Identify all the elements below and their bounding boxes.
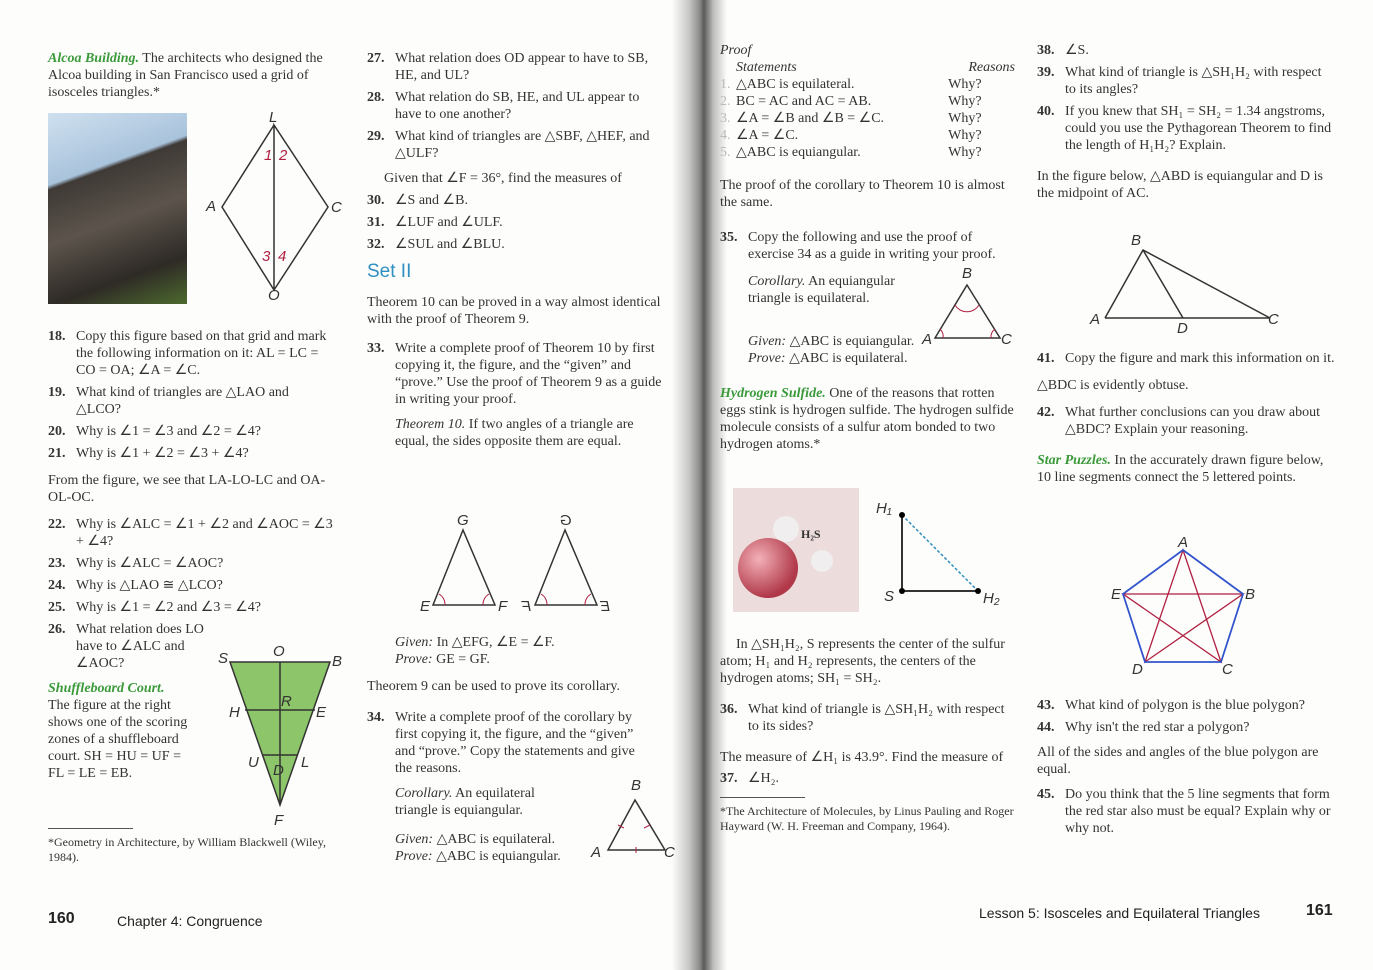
tri-f: F (498, 598, 508, 615)
star-pentagon-figure (1115, 540, 1255, 670)
q-text: What further conclusions can you draw about △BDC? Explain your reasoning. (1065, 405, 1321, 437)
shuffleboard-intro (48, 680, 188, 782)
star-puzzles-intro (1037, 452, 1335, 486)
chapter-title: Chapter 4: Congruence (117, 913, 263, 929)
question-30 (367, 192, 662, 209)
shuffleboard-text: The figure at the right shows one of the scoring zones of a shuffleboard court. SH = HU = UF = FL = LE = EB. (48, 698, 188, 781)
row-num: 4. (720, 128, 731, 143)
reason: Why? (948, 77, 982, 92)
prove-label: Prove: (748, 351, 786, 366)
prove-1 (367, 651, 667, 668)
corollary-2 (748, 273, 918, 307)
angle-2: 2 (279, 147, 288, 164)
shuffleboard-figure (220, 650, 343, 820)
tri-g: G (457, 512, 469, 529)
q-text: Why is △LAO ≅ △LCO? (76, 578, 223, 593)
star-text: In the accurately drawn figure below, 10 line segments connect the 5 lettered points. (1037, 453, 1324, 485)
abd-figure (1095, 240, 1285, 330)
proof-row (720, 144, 1015, 161)
proof-row (720, 110, 1015, 127)
q-text: ∠H₂. (748, 771, 780, 786)
footnote-text: *Geometry in Architecture, by William Blackwell (Wiley, 1984). (48, 835, 326, 864)
question-19 (48, 384, 333, 418)
row-num: 1. (720, 77, 731, 92)
q-num: 30. (367, 193, 385, 208)
q-num: 40. (1037, 104, 1055, 119)
q-text: What kind of triangle is △SH₁H₂ with respect to its angles? (1065, 65, 1322, 97)
q-num: 29. (367, 129, 385, 144)
question-34 (367, 709, 645, 777)
tri-e-mirror: E (600, 598, 611, 615)
footnote-right (720, 797, 1015, 834)
question-24 (48, 577, 333, 594)
kite-label-a: A (206, 198, 217, 215)
footnote-rule (720, 797, 805, 798)
question-40 (1037, 103, 1335, 154)
statement: ∠A = ∠B and ∠B = ∠C. (736, 111, 885, 126)
almost-same-text: The proof of the corollary to Theorem 10 is almost the same. (720, 178, 1005, 210)
alcoa-intro (48, 50, 333, 101)
h2s-text: One of the reasons that rotten eggs stink is hydrogen sulfide. The hydrogen sulfide molecule consists of a sulfur atom bonded to two hydrogen atoms.* (720, 386, 1014, 452)
tri-e: E (420, 598, 431, 615)
h2s-triangle-figure (890, 505, 990, 605)
q-text: What kind of polygon is the blue polygon? (1065, 698, 1305, 713)
q-num: 34. (367, 710, 385, 725)
reason: Why? (948, 145, 982, 160)
question-45 (1037, 786, 1335, 837)
question-31 (367, 214, 662, 231)
row-num: 3. (720, 111, 731, 126)
q-text: Why is ∠1 = ∠2 and ∠3 = ∠4? (76, 600, 261, 615)
proof-row (720, 127, 1015, 144)
reason: Why? (948, 111, 982, 126)
question-42 (1037, 404, 1335, 438)
question-43 (1037, 697, 1335, 714)
hydrogen-atom (811, 550, 833, 572)
q-text: ∠S and ∠B. (395, 193, 468, 208)
court-e: E (316, 704, 327, 721)
question-21 (48, 445, 333, 462)
q-num: 39. (1037, 65, 1055, 80)
h2s-title: Hydrogen Sulfide. (720, 386, 826, 401)
sh1h2-text: In △SH₁H₂, S represents the center of the sulfur atom; H₁ and H₂ represents, the centers of the hydrogen atoms; SH₁ = SH₂. (720, 637, 1005, 686)
lesson-title: Lesson 5: Isosceles and Equilateral Triangles (979, 905, 1260, 921)
abd-c: C (1268, 311, 1279, 328)
court-s: S (218, 650, 229, 667)
q-num: 36. (720, 702, 738, 717)
q-num: 26. (48, 622, 66, 637)
question-41 (1037, 350, 1335, 367)
given-f-text: Given that ∠F = 36°, find the measures of (384, 171, 622, 186)
question-35 (720, 229, 1015, 263)
given-label: Given: (748, 334, 787, 349)
court-u: U (248, 754, 259, 771)
q-num: 44. (1037, 720, 1055, 735)
question-22 (48, 516, 333, 550)
q-text: What relation does LO have to ∠ALC and ∠AOC? (76, 622, 204, 671)
statement: ∠A = ∠C. (736, 128, 799, 143)
q-num: 23. (48, 556, 66, 571)
questions-43-45 (1037, 697, 1335, 842)
q-num: 20. (48, 424, 66, 439)
q-num: 25. (48, 600, 66, 615)
eqa-c: C (1001, 331, 1012, 348)
proof-row (720, 93, 1015, 110)
q-num: 45. (1037, 787, 1055, 802)
q-text: If you knew that SH₁ = SH₂ = 1.34 angstroms, could you use the Pythagorean Theorem to find the length of H₁H₂? Explain. (1065, 104, 1332, 153)
questions-18-21 (48, 328, 333, 677)
given-1 (367, 634, 667, 651)
given-text: In △EFG, ∠E = ∠F. (436, 635, 555, 650)
book-gutter (672, 0, 727, 970)
q-num: 28. (367, 90, 385, 105)
court-l: L (301, 754, 310, 771)
eq-c: C (664, 844, 675, 861)
theorem-text: If two angles of a triangle are equal, the sides opposite them are equal. (395, 417, 634, 449)
given-text: △ABC is equiangular. (789, 334, 915, 349)
question-27 (367, 50, 662, 84)
h2s-h2: H₂ (983, 590, 1000, 607)
star-b: B (1245, 586, 1256, 603)
corollary-text: An equiangular triangle is equilateral. (748, 274, 895, 306)
q-num: 21. (48, 446, 66, 461)
q-text: Do you think that the 5 line segments that form the red star also must be equal? Explain why or why not. (1065, 787, 1331, 836)
proof-table (720, 59, 1015, 161)
court-f: F (274, 812, 284, 829)
kite-label-l: L (269, 109, 278, 126)
q-num: 24. (48, 578, 66, 593)
page-number-left: 160 (48, 910, 75, 927)
h2s-photo-label: H₂S (801, 527, 821, 541)
abd-d: D (1177, 320, 1188, 337)
prove-3 (720, 350, 1015, 367)
set-ii-heading: Set II (367, 261, 412, 282)
sulfur-atom (738, 538, 798, 598)
abd-a: A (1090, 311, 1101, 328)
q-text: What kind of triangles are △LAO and △LCO? (76, 385, 289, 417)
q-text: Why is ∠ALC = ∠1 + ∠2 and ∠AOC = ∠3 + ∠4? (76, 517, 333, 549)
q-num: 41. (1037, 351, 1055, 366)
star-title: Star Puzzles. (1037, 453, 1111, 468)
prove-text: GE = GF. (436, 652, 490, 667)
q-num: 31. (367, 215, 385, 230)
q-num: 19. (48, 385, 66, 400)
reason: Why? (948, 94, 982, 109)
question-36 (720, 701, 1015, 735)
alcoa-title: Alcoa Building. (48, 51, 140, 66)
question-20 (48, 423, 333, 440)
q-text: What kind of triangles are △SBF, △HEF, and △ULF? (395, 129, 650, 161)
star-d: D (1132, 661, 1143, 678)
q-text: What kind of triangle is △SH₁H₂ with respect to its sides? (748, 702, 1005, 734)
court-h: H (229, 704, 240, 721)
row-num: 5. (720, 145, 731, 160)
proof-row (720, 76, 1015, 93)
h2s-molecule-photo (733, 488, 859, 612)
court-r: R (281, 693, 292, 710)
angle-3: 3 (262, 248, 271, 265)
eq-a: A (591, 844, 602, 861)
hydrogen-atom (773, 516, 799, 542)
q-text: What relation do SB, HE, and UL appear to have to one another? (395, 90, 640, 122)
abd-text: In the figure below, △ABD is equiangular and D is the midpoint of AC. (1037, 169, 1323, 201)
angle-1: 1 (264, 147, 273, 164)
question-39 (1037, 64, 1335, 98)
q-text: Why is ∠1 + ∠2 = ∠3 + ∠4? (76, 446, 249, 461)
tri-g-mirror: G (560, 512, 572, 529)
given-label: Given: (395, 832, 434, 847)
proof-title: Proof (720, 43, 752, 58)
q-text: ∠LUF and ∠ULF. (395, 215, 503, 230)
proof-section (720, 42, 1015, 453)
question-26 (48, 621, 216, 672)
question-37 (720, 770, 1015, 787)
court-d: D (273, 762, 284, 779)
h2s-questions (720, 636, 1015, 834)
reason: Why? (948, 128, 982, 143)
h2s-s: S (884, 588, 895, 605)
footnote-rule (48, 828, 133, 829)
question-32 (367, 236, 662, 253)
star-c: C (1222, 661, 1233, 678)
given-label: Given: (395, 635, 434, 650)
q-text: Copy this figure based on that grid and mark the following information on it: AL = LC = CO = OA; ∠A = ∠C. (76, 329, 327, 378)
question-28 (367, 89, 662, 123)
eqa-a: A (922, 331, 933, 348)
question-23 (48, 555, 333, 572)
corollary-label: Corollary. (748, 274, 806, 289)
tri-f-mirror: F (522, 598, 532, 615)
blue-polygon-text: All of the sides and angles of the blue polygon are equal. (1037, 745, 1319, 777)
q-text: What relation does OD appear to have to SB, HE, and UL? (395, 51, 649, 83)
alcoa-building-photo (48, 113, 187, 304)
q-text: Write a complete proof of Theorem 10 by first copying it, the figure, and the “given” and “prove.” Use the proof of Theorem 9 as a guide in writing your proof. (395, 341, 662, 407)
from-figure-text: From the figure, we see that LA-LO-LC and OA-OL-OC. (48, 473, 326, 505)
kite-label-c: C (331, 199, 342, 216)
eqa-b: B (962, 265, 973, 282)
star-e: E (1111, 586, 1122, 603)
q-num: 18. (48, 329, 66, 344)
bdc-text: △BDC is evidently obtuse. (1037, 378, 1189, 393)
corollary-label: Corollary. (395, 786, 453, 801)
q-text: Copy the following and use the proof of exercise 34 as a guide in writing your proof. (748, 230, 996, 262)
angle-4: 4 (278, 248, 287, 265)
reasons-header: Reasons (968, 60, 1015, 75)
statement: BC = AC and AC = AB. (736, 94, 872, 109)
q-num: 42. (1037, 405, 1055, 420)
q-text: Why is ∠1 = ∠3 and ∠2 = ∠4? (76, 424, 261, 439)
corollary-1 (395, 785, 575, 819)
theorem-10 (395, 416, 662, 450)
q-text: Write a complete proof of the corollary by first copying it, the figure, and the “given” and “prove.” Copy the statements and give the reasons. (395, 710, 635, 776)
column-2 (367, 50, 662, 450)
question-44 (1037, 719, 1335, 736)
kite-label-o: O (268, 287, 280, 304)
court-o: O (273, 643, 285, 660)
question-33 (367, 340, 662, 408)
question-29 (367, 128, 662, 162)
court-b: B (332, 653, 343, 670)
hydrogen-sulfide-intro (720, 385, 1015, 453)
theorem9-corollary-text: Theorem 9 can be used to prove its corollary. (367, 679, 620, 694)
footnote-text: *The Architecture of Molecules, by Linus Pauling and Roger Hayward (W. H. Freeman and Company, 1964). (720, 804, 1014, 833)
page-number-right: 161 (1306, 902, 1333, 919)
theorem10-intro: Theorem 10 can be proved in a way almost identical with the proof of Theorem 9. (367, 295, 661, 327)
right-column-2 (1037, 42, 1335, 202)
q-num: 43. (1037, 698, 1055, 713)
prove-text: △ABC is equiangular. (436, 849, 561, 864)
theorem-label: Theorem 10. (395, 417, 466, 432)
q-text: Why isn't the red star a polygon? (1065, 720, 1250, 735)
eq-b: B (631, 777, 642, 794)
row-num: 2. (720, 94, 731, 109)
question-18 (48, 328, 333, 379)
footnote-left (48, 828, 343, 865)
q-num: 35. (720, 230, 738, 245)
prove-label: Prove: (395, 849, 433, 864)
prove-label: Prove: (395, 652, 433, 667)
question-25 (48, 599, 333, 616)
corollary-text: An equilateral triangle is equiangular. (395, 786, 535, 818)
statement: △ABC is equilateral. (736, 77, 855, 92)
q-num: 33. (367, 341, 385, 356)
statements-header: Statements (736, 60, 797, 75)
h2s-h1: H₁ (876, 500, 892, 517)
q-num: 27. (367, 51, 385, 66)
q-num: 38. (1037, 43, 1055, 58)
q-num: 22. (48, 517, 66, 532)
q-num: 37. (720, 771, 738, 786)
prove-text: △ABC is equilateral. (789, 351, 908, 366)
shuffleboard-title: Shuffleboard Court. (48, 681, 165, 696)
q-text: ∠SUL and ∠BLU. (395, 237, 505, 252)
q-text: Copy the figure and mark this information on it. (1065, 351, 1335, 366)
alcoa-text: The architects who designed the Alcoa building in San Francisco used a grid of isosceles triangles.* (48, 51, 323, 100)
star-a: A (1178, 534, 1189, 551)
given-text: △ABC is equilateral. (436, 832, 556, 847)
q-text: Why is ∠ALC = ∠AOC? (76, 556, 224, 571)
q-num: 32. (367, 237, 385, 252)
statement: △ABC is equiangular. (736, 145, 861, 160)
questions-41-42 (1037, 350, 1335, 486)
question-38 (1037, 42, 1335, 59)
q-text: ∠S. (1065, 43, 1089, 58)
measure-text: The measure of ∠H₁ is 43.9°. Find the measure of (720, 750, 1004, 765)
abd-b: B (1131, 232, 1142, 249)
